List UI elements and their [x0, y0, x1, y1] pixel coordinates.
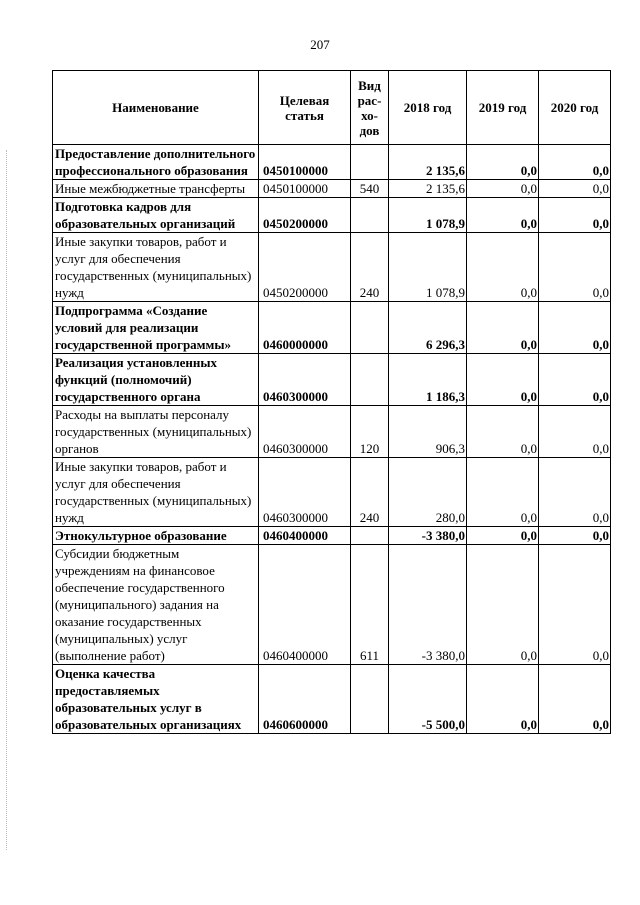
cell-y2018: -3 380,0 [389, 545, 467, 665]
cell-code: 0450200000 [259, 233, 351, 302]
cell-kind: 611 [351, 545, 389, 665]
cell-name: Расходы на выплаты персоналу государственных (муниципальных) органов [53, 406, 259, 458]
cell-name: Реализация установленных функций (полномочий) государственного органа [53, 354, 259, 406]
cell-code: 0450100000 [259, 145, 351, 180]
page-number: 207 [310, 37, 330, 52]
cell-name: Оценка качества предоставляемых образовательных услуг в образовательных организациях [53, 665, 259, 734]
cell-name: Подпрограмма «Создание условий для реализации государственной программы» [53, 302, 259, 354]
cell-code: 0460400000 [259, 527, 351, 545]
cell-y2018: 1 186,3 [389, 354, 467, 406]
cell-y2019: 0,0 [467, 527, 539, 545]
cell-name: Субсидии бюджетным учреждениям на финансовое обеспечение государственного (муниципального) задания на оказание государственных (муниципальных) услуг (выполнение работ) [53, 545, 259, 665]
cell-name: Иные закупки товаров, работ и услуг для обеспечения государственных (муниципальных) нужд [53, 458, 259, 527]
cell-code: 0450100000 [259, 180, 351, 198]
cell-kind: 540 [351, 180, 389, 198]
cell-code: 0460600000 [259, 665, 351, 734]
cell-y2020: 0,0 [539, 665, 611, 734]
cell-kind: 120 [351, 406, 389, 458]
header-2020: 2020 год [539, 71, 611, 145]
cell-y2019: 0,0 [467, 180, 539, 198]
table-row [53, 458, 611, 527]
cell-y2020: 0,0 [539, 458, 611, 527]
cell-y2020: 0,0 [539, 145, 611, 180]
table-row [53, 354, 611, 406]
margin-dots [6, 150, 8, 850]
cell-y2018: -5 500,0 [389, 665, 467, 734]
table-row [53, 406, 611, 458]
cell-kind: 240 [351, 458, 389, 527]
cell-y2019: 0,0 [467, 354, 539, 406]
cell-y2019: 0,0 [467, 233, 539, 302]
table-row [53, 545, 611, 665]
cell-y2020: 0,0 [539, 180, 611, 198]
header-kind: Вид рас- хо- дов [351, 71, 389, 145]
cell-code: 0460000000 [259, 302, 351, 354]
cell-y2019: 0,0 [467, 145, 539, 180]
cell-y2018: 2 135,6 [389, 145, 467, 180]
cell-y2019: 0,0 [467, 406, 539, 458]
cell-y2019: 0,0 [467, 458, 539, 527]
cell-code: 0460400000 [259, 545, 351, 665]
cell-kind [351, 354, 389, 406]
table-row [53, 302, 611, 354]
header-2019: 2019 год [467, 71, 539, 145]
cell-kind [351, 145, 389, 180]
cell-name: Подготовка кадров для образовательных организаций [53, 198, 259, 233]
table-row [53, 198, 611, 233]
table-row [53, 665, 611, 734]
cell-y2018: 1 078,9 [389, 198, 467, 233]
cell-code: 0460300000 [259, 458, 351, 527]
header-row [53, 71, 611, 145]
cell-y2020: 0,0 [539, 406, 611, 458]
cell-y2018: 2 135,6 [389, 180, 467, 198]
cell-kind [351, 198, 389, 233]
cell-y2020: 0,0 [539, 354, 611, 406]
cell-code: 0460300000 [259, 354, 351, 406]
cell-name: Предоставление дополнительного профессионального образования [53, 145, 259, 180]
header-code: Целевая статья [259, 71, 351, 145]
cell-kind: 240 [351, 233, 389, 302]
cell-y2020: 0,0 [539, 545, 611, 665]
cell-kind [351, 302, 389, 354]
cell-y2018: 1 078,9 [389, 233, 467, 302]
cell-y2020: 0,0 [539, 527, 611, 545]
cell-y2019: 0,0 [467, 665, 539, 734]
cell-name: Этнокультурное образование [53, 527, 259, 545]
cell-y2019: 0,0 [467, 545, 539, 665]
cell-kind [351, 665, 389, 734]
cell-y2020: 0,0 [539, 302, 611, 354]
table-row [53, 145, 611, 180]
cell-name: Иные закупки товаров, работ и услуг для обеспечения государственных (муниципальных) нужд [53, 233, 259, 302]
cell-y2018: 6 296,3 [389, 302, 467, 354]
table-row [53, 180, 611, 198]
cell-y2019: 0,0 [467, 198, 539, 233]
cell-name: Иные межбюджетные трансферты [53, 180, 259, 198]
cell-y2019: 0,0 [467, 302, 539, 354]
cell-code: 0450200000 [259, 198, 351, 233]
header-name: Наименование [53, 71, 259, 145]
cell-kind [351, 527, 389, 545]
cell-y2020: 0,0 [539, 198, 611, 233]
header-2018: 2018 год [389, 71, 467, 145]
cell-code: 0460300000 [259, 406, 351, 458]
cell-y2018: -3 380,0 [389, 527, 467, 545]
budget-table [52, 70, 611, 734]
cell-y2018: 906,3 [389, 406, 467, 458]
table-row [53, 233, 611, 302]
cell-y2020: 0,0 [539, 233, 611, 302]
table-row [53, 527, 611, 545]
cell-y2018: 280,0 [389, 458, 467, 527]
